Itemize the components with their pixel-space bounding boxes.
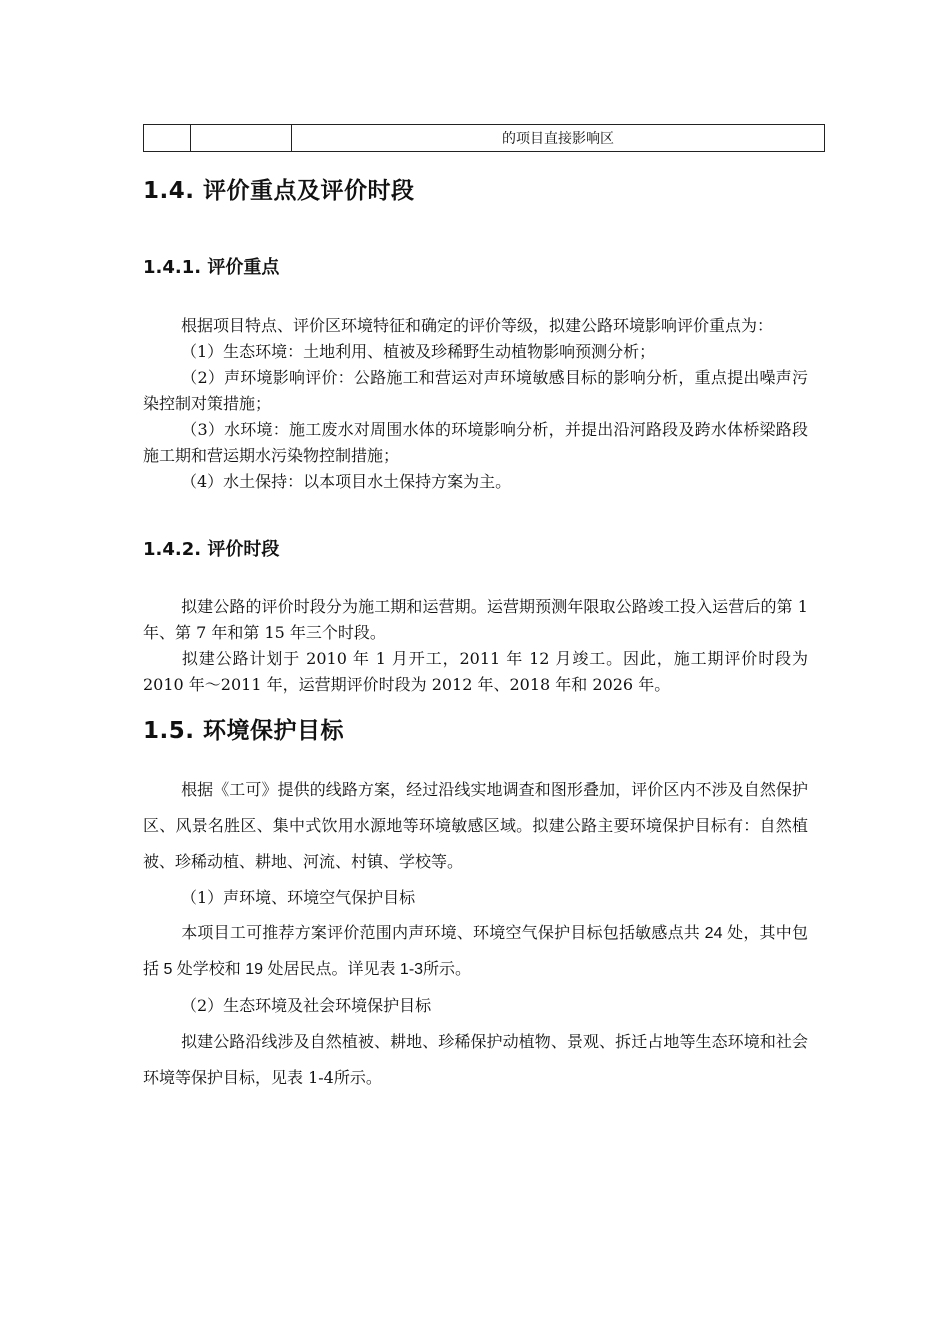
paragraph: 拟建公路计划于 2010 年 1 月开工，2011 年 12 月竣工。因此，施工期评价时段为 2010 年～2011 年，运营期评价时段为 2012 年、2018 年和 2026 年。 xyxy=(143,649,808,694)
paragraph: 拟建公路沿线涉及自然植被、耕地、珍稀保护动植物、景观、拆迁占地等生态环境和社会环境等保护目标，见表 1-4所示。 xyxy=(143,1032,808,1087)
list-item: （2）生态环境及社会环境保护目标 xyxy=(181,996,432,1015)
list-item: （1）生态环境：土地利用、植被及珍稀野生动植物影响预测分析； xyxy=(181,342,656,361)
paragraph: 本项目工可推荐方案评价范围内声环境、环境空气保护目标包括敏感点共 24 处，其中包括 5 处学校和 19 处居民点。详见表 1-3所示。 xyxy=(143,925,808,978)
table-cell xyxy=(144,125,191,152)
protection-target-block xyxy=(143,772,808,1096)
heading-1-5: 1.5. 环境保护目标 xyxy=(143,718,344,744)
paragraph: 根据《工可》提供的线路方案，经过沿线实地调查和图形叠加，评价区内不涉及自然保护区、风景名胜区、集中式饮用水源地等环境敏感区域。拟建公路主要环境保护目标有：自然植被、珍稀动植、耕地、河流、村镇、学校等。 xyxy=(143,780,808,871)
list-item: （2）声环境影响评价：公路施工和营运对声环境敏感目标的影响分析，重点提出噪声污染控制对策措施； xyxy=(143,368,808,413)
table-cell: 的项目直接影响区 xyxy=(292,125,825,152)
list-item: （1）声环境、环境空气保护目标 xyxy=(181,888,416,907)
paragraph: 拟建公路的评价时段分为施工期和运营期。运营期预测年限取公路竣工投入运营后的第 1 年、第 7 年和第 15 年三个时段。 xyxy=(143,597,808,642)
eval-period-block xyxy=(143,594,808,698)
list-item: （4）水土保持：以本项目水土保持方案为主。 xyxy=(181,472,512,491)
heading-1-4-2: 1.4.2. 评价时段 xyxy=(143,539,280,560)
list-item: （3）水环境：施工废水对周围水体的环境影响分析，并提出沿河路段及跨水体桥梁路段施工期和营运期水污染物控制措施； xyxy=(143,420,808,465)
table-cell xyxy=(191,125,292,152)
paragraph: 根据项目特点、评价区环境特征和确定的评价等级，拟建公路环境影响评价重点为： xyxy=(181,316,774,335)
heading-1-4-1: 1.4.1. 评价重点 xyxy=(143,257,280,278)
eval-focus-block xyxy=(143,313,808,495)
table-row xyxy=(144,125,825,152)
heading-1-4: 1.4. 评价重点及评价时段 xyxy=(143,178,415,204)
table-fragment xyxy=(143,124,825,152)
